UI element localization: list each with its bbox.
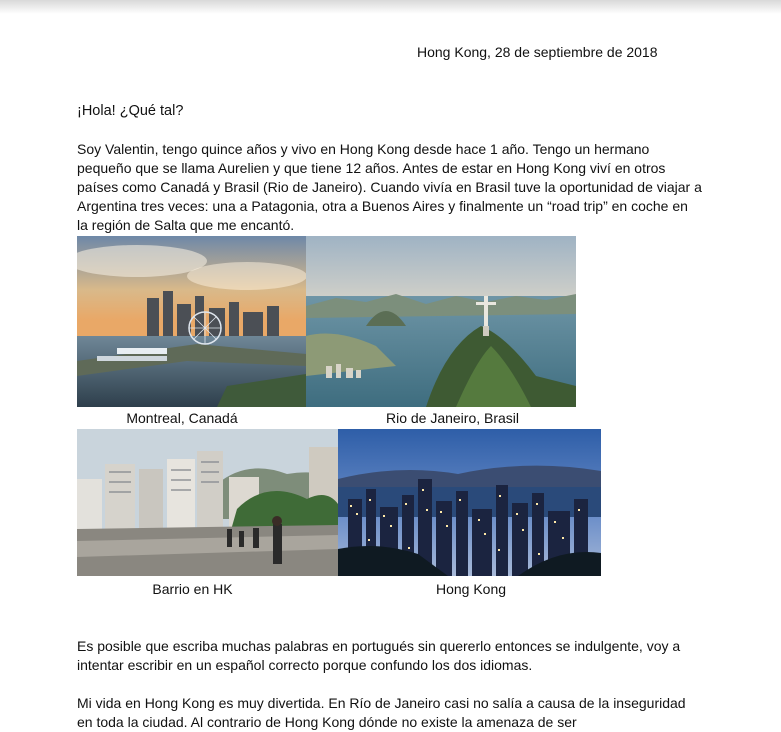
rio-caption: Rio de Janeiro, Brasil xyxy=(385,410,520,426)
montreal-caption: Montreal, Canadá xyxy=(126,410,238,426)
hongkong-photo xyxy=(338,429,601,576)
barrio-photo xyxy=(77,429,338,576)
montreal-photo xyxy=(77,236,306,407)
hongkong-caption: Hong Kong xyxy=(435,581,507,597)
letter-date: Hong Kong, 28 de septiembre de 2018 xyxy=(417,44,658,60)
barrio-caption: Barrio en HK xyxy=(152,581,233,597)
paragraph-intro: Soy Valentin, tengo quince años y vivo en Hong Kong desde hace 1 año. Tengo un hermano pequeño que se llama Aurelien y que tiene 12 años. Antes de estar en Hong Kong viví en otros países como Canadá y Brasil (Rio de Janeiro). Cuando vivía en Brasil tuve la oportunidad de viajar a Argentina tres veces: una a Patagonia, otra a Buenos Aires y finalmente un “road trip” en coche en la región de Salta que me encantó. xyxy=(77,141,702,233)
paragraph-portugues: Es posible que escriba muchas palabras en portugués sin quererlo entonces se indulgente, voy a intentar escribir en un español correcto porque confundo los dos idiomas. xyxy=(77,638,681,673)
letter-greeting: ¡Hola! ¿Qué tal? xyxy=(77,103,184,119)
paragraph-vida: Mi vida en Hong Kong es muy divertida. En Río de Janeiro casi no salía a causa de la inseguridad en toda la ciudad. Al contrario de Hong Kong dónde no existe la amenaza de ser xyxy=(77,695,686,730)
rio-photo xyxy=(306,236,576,407)
